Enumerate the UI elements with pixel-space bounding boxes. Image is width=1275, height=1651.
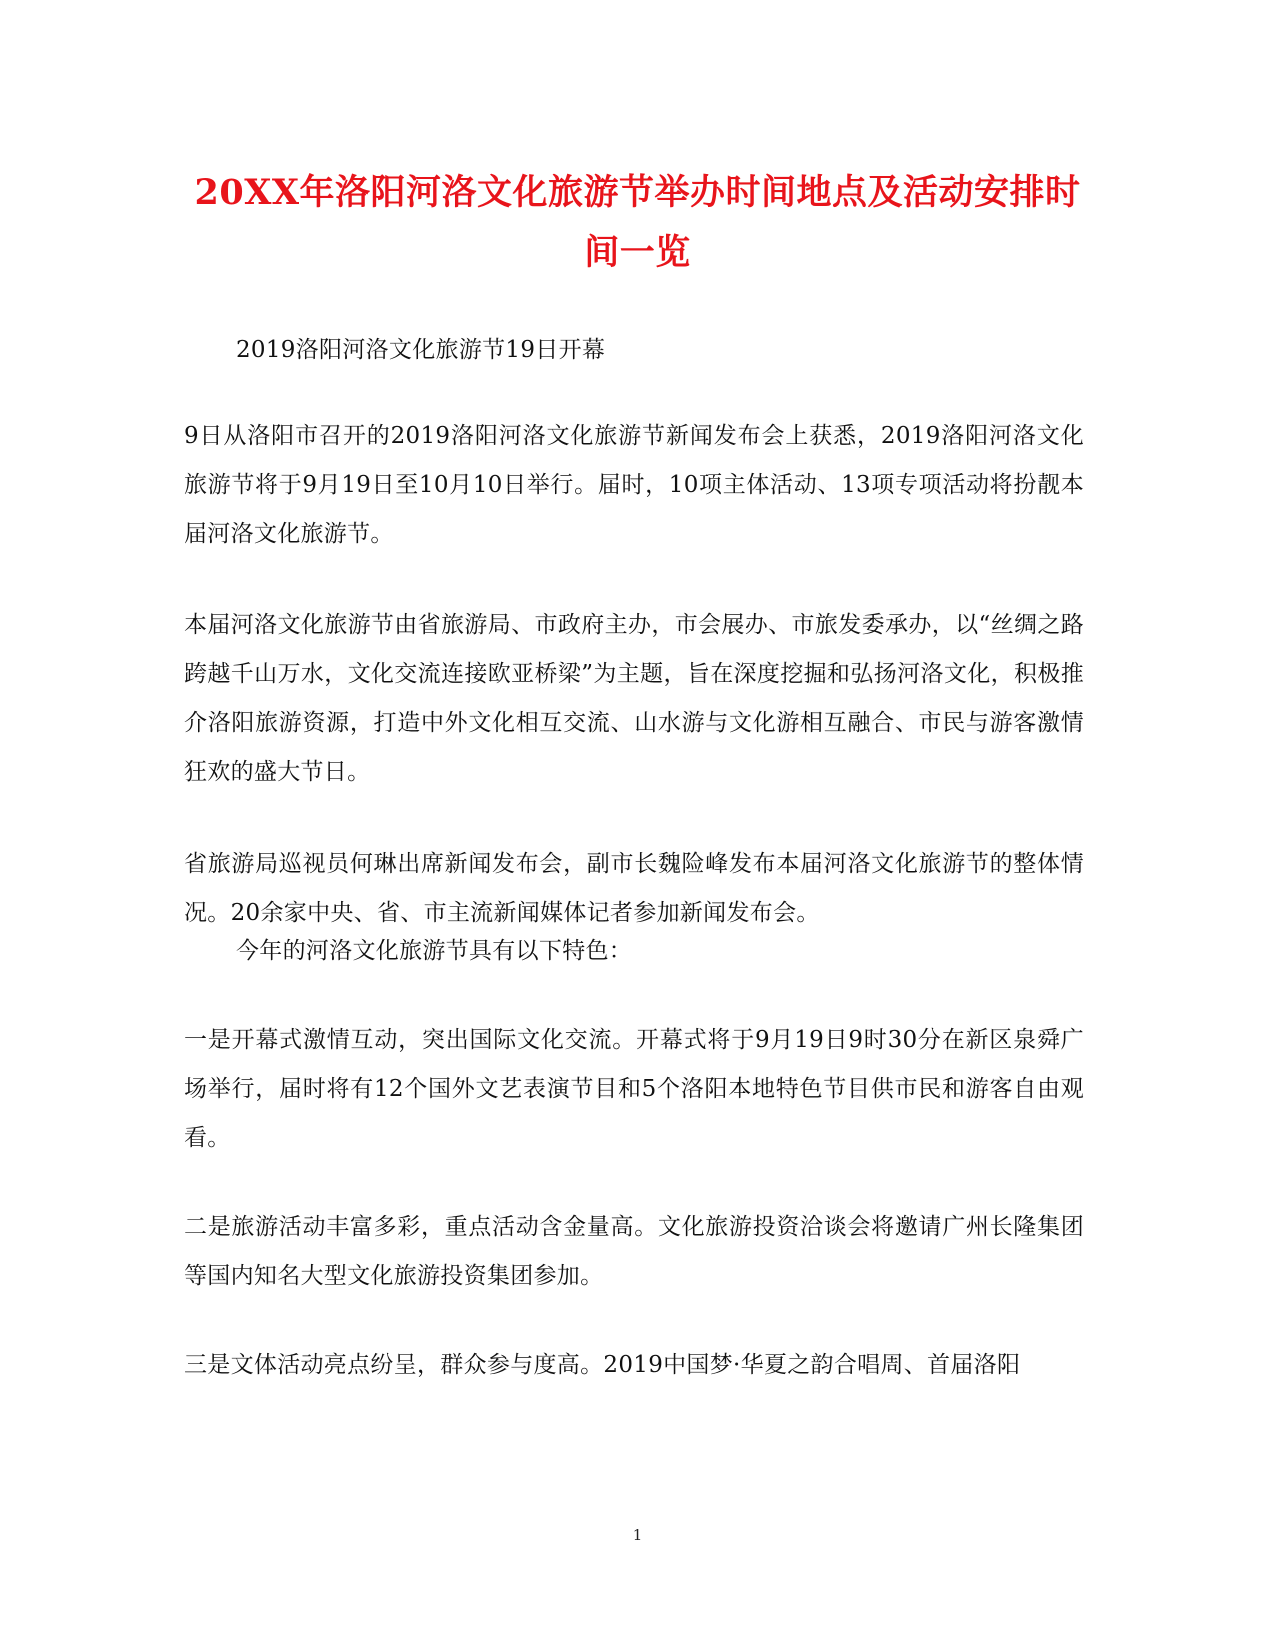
paragraph-7: 三是文体活动亮点纷呈，群众参与度高。2019中国梦·华夏之韵合唱周、首届洛阳	[184, 1352, 1021, 1378]
paragraph-1: 9日从洛阳市召开的2019洛阳河洛文化旅游节新闻发布会上获悉，2019洛阳河洛文化旅游节将于9月19日至10月10日举行。届时，10项主体活动、13项专项活动将扮靓本届河洛文化旅游节。	[184, 423, 1084, 547]
page-number: 1	[632, 1526, 643, 1544]
subtitle-paragraph: 2019洛阳河洛文化旅游节19日开幕	[236, 337, 606, 363]
paragraph-3: 省旅游局巡视员何琳出席新闻发布会，副市长魏险峰发布本届河洛文化旅游节的整体情况。20余家中央、省、市主流新闻媒体记者参加新闻发布会。	[184, 851, 1084, 926]
paragraph-2: 本届河洛文化旅游节由省旅游局、市政府主办，市会展办、市旅发委承办，以“丝绸之路跨越千山万水，文化交流连接欧亚桥梁”为主题，旨在深度挖掘和弘扬河洛文化，积极推介洛阳旅游资源，打造中外文化相互交流、山水游与文化游相互融合、市民与游客激情狂欢的盛大节日。	[184, 612, 1084, 785]
paragraph-5: 一是开幕式激情互动，突出国际文化交流。开幕式将于9月19日9时30分在新区泉舜广场举行，届时将有12个国外文艺表演节目和5个洛阳本地特色节目供市民和游客自由观看。	[184, 1027, 1084, 1151]
paragraph-4: 今年的河洛文化旅游节具有以下特色：	[236, 938, 633, 964]
paragraph-6: 二是旅游活动丰富多彩，重点活动含金量高。文化旅游投资洽谈会将邀请广州长隆集团等国内知名大型文化旅游投资集团参加。	[184, 1214, 1084, 1289]
document-title: 20XX年洛阳河洛文化旅游节举办时间地点及活动安排时间一览	[194, 172, 1081, 273]
